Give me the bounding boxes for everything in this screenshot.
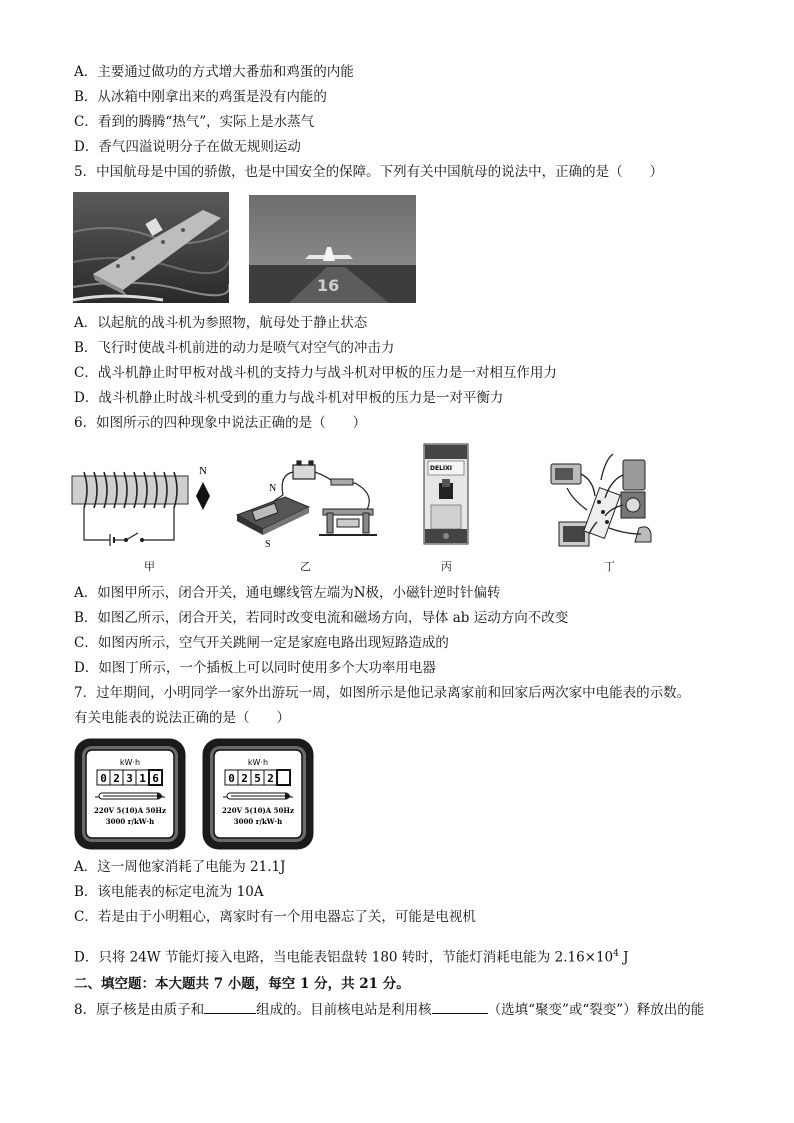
deck-number: 16 bbox=[317, 276, 340, 295]
q4-option-d: D．香气四溢说明分子在做无规则运动 bbox=[74, 139, 301, 155]
meter2-spec-line1: 220V 5(10)A 50Hz bbox=[222, 806, 294, 815]
q5-option-d: D．战斗机静止时战斗机受到的重力与战斗机对甲板的压力是一对平衡力 bbox=[74, 390, 504, 406]
q7-option-a: A．这一周他家消耗了电能为 21.1J bbox=[74, 859, 286, 875]
q6-option-a: A．如图甲所示，闭合开关，通电螺线管左端为N极，小磁针逆时针偏转 bbox=[74, 585, 501, 601]
compass-n-label: N bbox=[199, 465, 207, 477]
q5-option-a: A．以起航的战斗机为参照物，航母处于静止状态 bbox=[74, 315, 368, 331]
energy-meter-before bbox=[73, 737, 187, 855]
q8-part2: 组成的。目前核电站是利用核 bbox=[256, 1002, 432, 1018]
fighter-takeoff-photo bbox=[249, 195, 416, 307]
q7-stem-line1: 7．过年期间，小明同学一家外出游玩一周，如图所示是他记录离家前和回家后两次家中电能表的示数。 bbox=[74, 685, 691, 701]
aircraft-carrier-photo bbox=[73, 192, 229, 307]
q8-part3: （选填“聚变”或“裂变”）释放出的能 bbox=[487, 1002, 705, 1018]
q4-option-a: A．主要通过做功的方式增大番茄和鸡蛋的内能 bbox=[74, 64, 354, 80]
q6-option-c: C．如图丙所示，空气开关跳闸一定是家庭电路出现短路造成的 bbox=[74, 635, 449, 651]
q7-option-d-text: D．只将 24W 节能灯接入电路，当电能表铝盘转 180 转时，节能灯消耗电能为 2.16×10 bbox=[74, 949, 614, 966]
q7-option-d bbox=[74, 944, 629, 968]
circuit-breaker-figure bbox=[423, 443, 469, 549]
meter1-spec-line1: 220V 5(10)A 50Hz bbox=[94, 806, 166, 815]
meter2-digit: 0 bbox=[228, 772, 235, 785]
q8-blank-1[interactable] bbox=[204, 999, 256, 1014]
meter1-digit: 6 bbox=[152, 772, 159, 785]
motor-experiment-figure bbox=[227, 455, 387, 554]
q7-option-d-exponent: 4 bbox=[613, 949, 619, 959]
magnet-s-label: S bbox=[265, 539, 271, 550]
meter2-digit: 2 bbox=[267, 772, 274, 785]
q8-stem bbox=[74, 999, 704, 1020]
energy-meter-after bbox=[201, 737, 315, 855]
q4-option-c: C．看到的腾腾“热气”，实际上是水蒸气 bbox=[74, 114, 315, 130]
caption-jia: 甲 bbox=[144, 560, 155, 573]
breaker-brand: DELIXI bbox=[430, 465, 452, 472]
q7-stem-line2: 有关电能表的说法正确的是（ ） bbox=[74, 710, 290, 726]
magnet-n-label: N bbox=[269, 483, 277, 494]
overloaded-power-strip-figure bbox=[543, 450, 663, 556]
section-heading-fill-in: 二、填空题：本大题共 7 小题，每空 1 分，共 21 分。 bbox=[74, 976, 410, 992]
meter2-digit: 5 bbox=[254, 772, 261, 785]
caption-ding: 丁 bbox=[604, 560, 615, 573]
meter1-unit: kW·h bbox=[119, 758, 141, 767]
meter2-digit: 2 bbox=[241, 772, 248, 785]
q6-stem: 6．如图所示的四种现象中说法正确的是（ ） bbox=[74, 415, 367, 431]
q5-option-c: C．战斗机静止时甲板对战斗机的支持力与战斗机对甲板的压力是一对相互作用力 bbox=[74, 365, 557, 381]
meter1-digit: 0 bbox=[100, 772, 107, 785]
q6-option-d: D．如图丁所示，一个插板上可以同时使用多个大功率用电器 bbox=[74, 660, 436, 676]
q8-part1: 8．原子核是由质子和 bbox=[74, 1002, 205, 1018]
q5-option-b: B．飞行时使战斗机前进的动力是喷气对空气的冲击力 bbox=[74, 340, 395, 356]
meter2-unit: kW·h bbox=[247, 758, 269, 767]
q5-stem: 5．中国航母是中国的骄傲，也是中国安全的保障。下列有关中国航母的说法中，正确的是（ ） bbox=[74, 164, 664, 180]
meter1-digit: 2 bbox=[113, 772, 120, 785]
q7-option-c: C．若是由于小明粗心，离家时有一个用电器忘了关，可能是电视机 bbox=[74, 909, 476, 925]
caption-yi: 乙 bbox=[300, 560, 311, 573]
q8-blank-2[interactable] bbox=[432, 999, 488, 1014]
meter2-spec-line2: 3000 r/kW·h bbox=[233, 817, 283, 826]
caption-bing: 丙 bbox=[441, 560, 452, 573]
q7-option-b: B．该电能表的标定电流为 10A bbox=[74, 884, 264, 900]
meter1-digit: 1 bbox=[139, 772, 146, 785]
q7-option-d-unit: J bbox=[618, 949, 629, 966]
meter1-digit: 3 bbox=[126, 772, 133, 785]
solenoid-figure bbox=[70, 462, 220, 556]
meter1-spec-line2: 3000 r/kW·h bbox=[105, 817, 155, 826]
q6-option-b: B．如图乙所示，闭合开关，若同时改变电流和磁场方向，导体 ab 运动方向不改变 bbox=[74, 610, 569, 626]
q4-option-b: B．从冰箱中刚拿出来的鸡蛋是没有内能的 bbox=[74, 89, 327, 105]
